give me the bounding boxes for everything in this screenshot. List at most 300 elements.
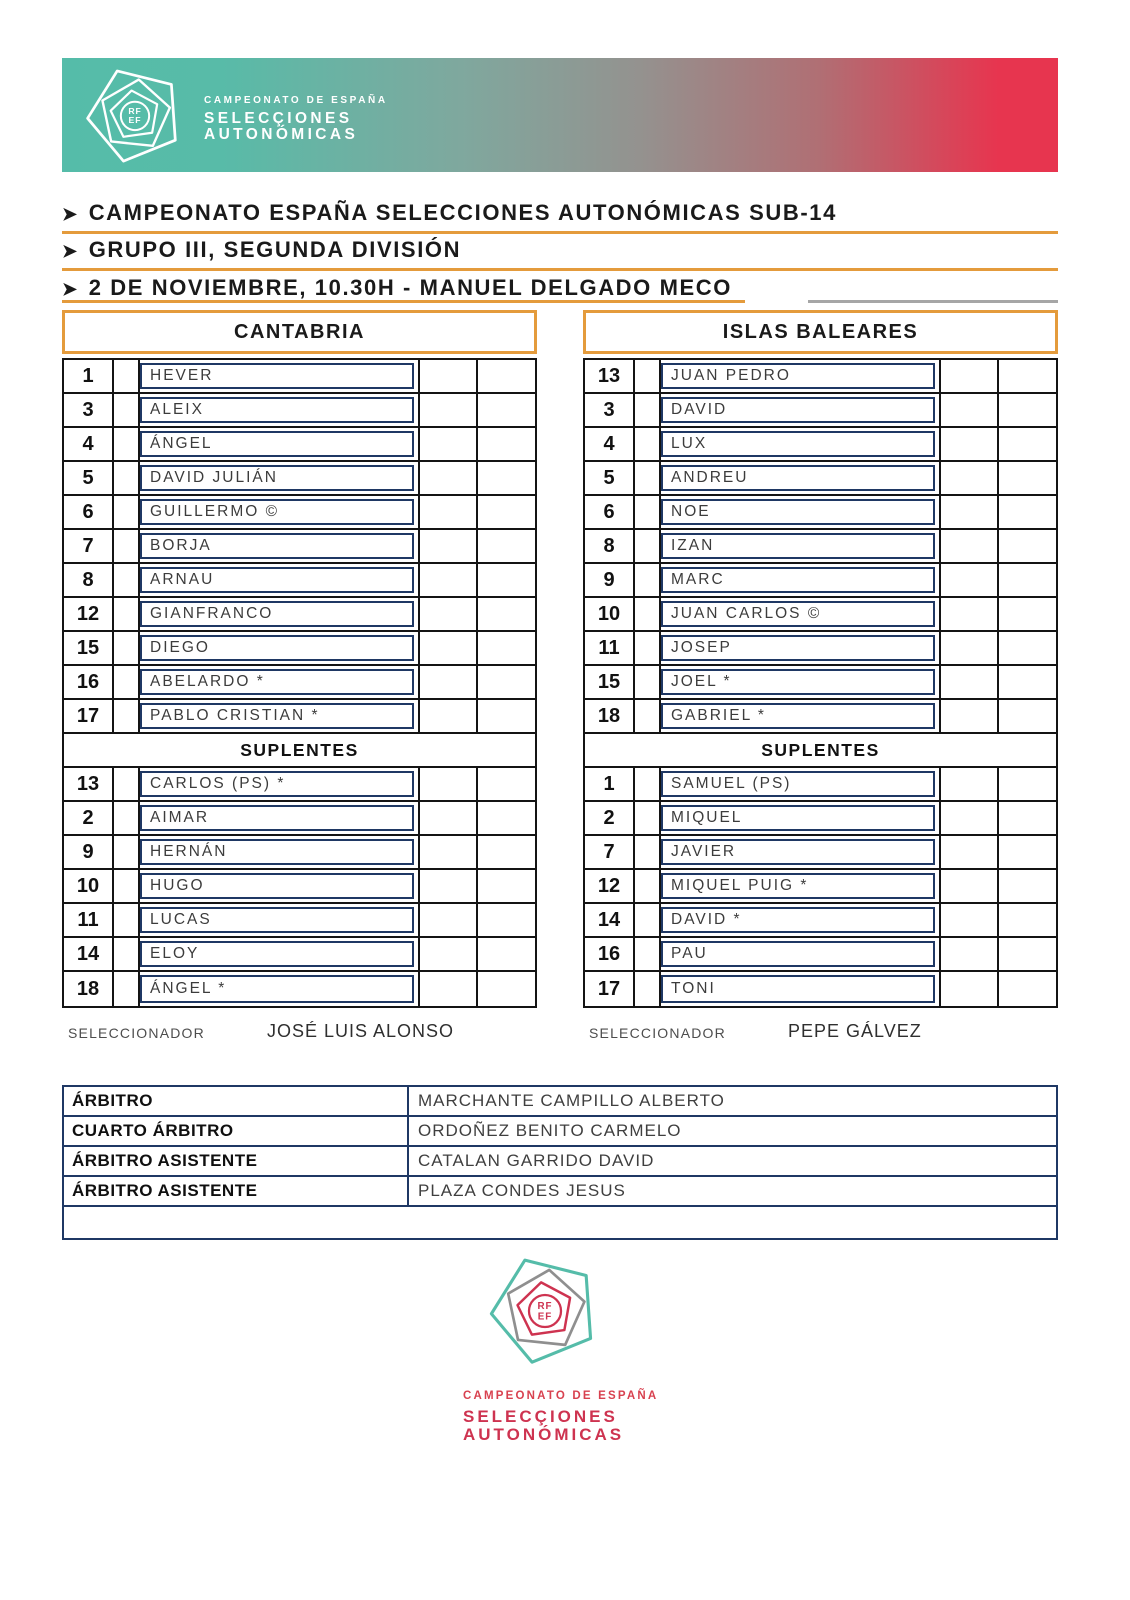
player-number: 6 — [585, 496, 635, 528]
title-group-text: GRUPO III, SEGUNDA DIVISIÓN — [88, 237, 462, 262]
goals-cell — [420, 462, 478, 494]
seleccionador-row-cantabria — [62, 1021, 537, 1045]
player-name-cell — [140, 462, 420, 494]
check-cell — [114, 802, 140, 834]
check-cell — [114, 700, 140, 732]
player-name-cell — [140, 530, 420, 562]
player-row — [64, 462, 535, 496]
player-name-box: HERNÁN — [140, 839, 414, 865]
player-row — [64, 802, 535, 836]
player-name-cell — [140, 632, 420, 664]
check-cell — [114, 360, 140, 392]
player-row — [585, 564, 1056, 598]
goals-cell — [941, 904, 999, 936]
cards-cell — [478, 700, 535, 732]
player-name-cell — [140, 360, 420, 392]
banner-wordmark — [204, 95, 388, 143]
seleccionador-label: SELECCIONADOR — [589, 1025, 726, 1041]
official-role-label: CUARTO ÁRBITRO — [64, 1117, 409, 1145]
player-number: 7 — [585, 836, 635, 868]
player-name-cell — [140, 972, 420, 1006]
team-name-header: ISLAS BALEARES — [583, 310, 1058, 354]
arrow-icon: ➤ — [62, 241, 79, 261]
player-name-box: PABLO CRISTIAN * — [140, 703, 414, 729]
player-number: 14 — [585, 904, 635, 936]
footer-wordmark — [430, 1390, 660, 1444]
cards-cell — [999, 700, 1056, 732]
arrow-icon: ➤ — [62, 204, 79, 224]
cards-cell — [478, 530, 535, 562]
goals-cell — [420, 598, 478, 630]
check-cell — [114, 530, 140, 562]
player-name-box: TONI — [661, 975, 935, 1003]
player-name-box: ARNAU — [140, 567, 414, 593]
check-cell — [114, 836, 140, 868]
seleccionador-label: SELECCIONADOR — [68, 1025, 205, 1041]
player-number: 10 — [64, 870, 114, 902]
player-name-cell — [140, 904, 420, 936]
cards-cell — [478, 428, 535, 460]
player-number: 11 — [585, 632, 635, 664]
cards-cell — [478, 632, 535, 664]
player-name-box: MIQUEL PUIG * — [661, 873, 935, 899]
check-cell — [114, 394, 140, 426]
title-championship-text: CAMPEONATO ESPAÑA SELECCIONES AUTONÓMICAS SUB-14 — [88, 200, 837, 225]
goals-cell — [941, 666, 999, 698]
player-number: 10 — [585, 598, 635, 630]
player-name-box: NOE — [661, 499, 935, 525]
player-name-cell — [661, 394, 941, 426]
official-row — [64, 1177, 1056, 1207]
player-name-cell — [140, 598, 420, 630]
cards-cell — [999, 938, 1056, 970]
player-name-cell — [140, 428, 420, 460]
player-name-box: JUAN PEDRO — [661, 363, 935, 389]
player-number: 1 — [585, 768, 635, 800]
goals-cell — [941, 530, 999, 562]
goals-cell — [420, 564, 478, 596]
cards-cell — [999, 360, 1056, 392]
check-cell — [114, 632, 140, 664]
player-name-cell — [661, 700, 941, 732]
banner-wordmark-line2: AUTONÓMICAS — [204, 126, 359, 143]
cards-cell — [999, 496, 1056, 528]
official-name: CATALAN GARRIDO DAVID — [418, 1151, 655, 1170]
player-number: 16 — [64, 666, 114, 698]
goals-cell — [941, 462, 999, 494]
player-number: 2 — [64, 802, 114, 834]
player-name-box: GUILLERMO © — [140, 499, 414, 525]
player-name-cell — [661, 462, 941, 494]
goals-cell — [941, 972, 999, 1006]
player-number: 4 — [64, 428, 114, 460]
check-cell — [635, 632, 661, 664]
check-cell — [114, 564, 140, 596]
check-cell — [635, 768, 661, 800]
player-name-box: DAVID JULIÁN — [140, 465, 414, 491]
player-name-box: AIMAR — [140, 805, 414, 831]
player-row — [64, 428, 535, 462]
player-number: 18 — [64, 972, 114, 1006]
header-banner — [62, 58, 1058, 172]
cards-cell — [478, 394, 535, 426]
check-cell — [635, 904, 661, 936]
player-name-box: JOEL * — [661, 669, 935, 695]
official-role-label: ÁRBITRO — [64, 1087, 409, 1115]
player-name-box: HUGO — [140, 873, 414, 899]
goals-cell — [420, 972, 478, 1006]
player-number: 17 — [64, 700, 114, 732]
player-row — [585, 938, 1056, 972]
check-cell — [114, 904, 140, 936]
player-row — [585, 836, 1056, 870]
player-name-cell — [140, 394, 420, 426]
svg-text:RF: RF — [537, 1300, 553, 1312]
cards-cell — [999, 666, 1056, 698]
team-table-cantabria — [62, 310, 537, 1008]
goals-cell — [420, 700, 478, 732]
check-cell — [635, 870, 661, 902]
player-row — [64, 564, 535, 598]
footer-wordmark-small: CAMPEONATO DE ESPAÑA — [463, 1390, 659, 1402]
team-table-islas-baleares — [583, 310, 1058, 1008]
check-cell — [635, 428, 661, 460]
player-name-cell — [661, 428, 941, 460]
player-number: 11 — [64, 904, 114, 936]
player-row — [585, 530, 1056, 564]
player-name-cell — [661, 496, 941, 528]
player-row — [64, 394, 535, 428]
check-cell — [114, 972, 140, 1006]
player-name-box: ÁNGEL * — [140, 975, 414, 1003]
player-number: 15 — [585, 666, 635, 698]
official-role-label: ÁRBITRO ASISTENTE — [64, 1177, 409, 1205]
check-cell — [114, 666, 140, 698]
player-number: 12 — [585, 870, 635, 902]
goals-cell — [420, 938, 478, 970]
cards-cell — [478, 836, 535, 868]
official-row — [64, 1117, 1056, 1147]
check-cell — [635, 394, 661, 426]
cards-cell — [478, 768, 535, 800]
cards-cell — [999, 768, 1056, 800]
player-row — [585, 802, 1056, 836]
goals-cell — [941, 938, 999, 970]
svg-text:EF: EF — [128, 115, 142, 126]
player-name-cell — [661, 564, 941, 596]
player-name-cell — [140, 768, 420, 800]
cards-cell — [999, 530, 1056, 562]
banner-wordmark-small: CAMPEONATO DE ESPAÑA — [204, 95, 388, 106]
player-name-cell — [140, 700, 420, 732]
player-row — [64, 632, 535, 666]
player-number: 3 — [64, 394, 114, 426]
cards-cell — [999, 802, 1056, 834]
goals-cell — [941, 768, 999, 800]
player-number: 3 — [585, 394, 635, 426]
player-name-box: GIANFRANCO — [140, 601, 414, 627]
player-number: 9 — [64, 836, 114, 868]
goals-cell — [941, 836, 999, 868]
goals-cell — [420, 802, 478, 834]
cards-cell — [999, 836, 1056, 868]
check-cell — [635, 496, 661, 528]
player-row — [64, 530, 535, 564]
rfef-pentagon-logo-icon — [430, 1250, 660, 1370]
goals-cell — [941, 632, 999, 664]
goals-cell — [420, 870, 478, 902]
check-cell — [635, 462, 661, 494]
cards-cell — [478, 802, 535, 834]
player-number: 5 — [64, 462, 114, 494]
official-name: PLAZA CONDES JESUS — [418, 1181, 626, 1200]
cards-cell — [478, 496, 535, 528]
player-number: 14 — [64, 938, 114, 970]
cards-cell — [478, 360, 535, 392]
player-name-cell — [140, 802, 420, 834]
check-cell — [114, 870, 140, 902]
check-cell — [114, 462, 140, 494]
player-row — [64, 360, 535, 394]
goals-cell — [420, 666, 478, 698]
player-row — [64, 972, 535, 1006]
player-name-cell — [661, 598, 941, 630]
player-name-cell — [661, 972, 941, 1006]
player-row — [64, 938, 535, 972]
check-cell — [635, 836, 661, 868]
player-name-cell — [661, 938, 941, 970]
player-number: 4 — [585, 428, 635, 460]
player-number: 13 — [585, 360, 635, 392]
player-name-box: CARLOS (PS) * — [140, 771, 414, 797]
check-cell — [114, 496, 140, 528]
seleccionador-name: PEPE GÁLVEZ — [788, 1021, 922, 1041]
player-number: 8 — [585, 530, 635, 562]
player-row — [64, 836, 535, 870]
check-cell — [635, 360, 661, 392]
cards-cell — [999, 632, 1056, 664]
player-name-box: MARC — [661, 567, 935, 593]
goals-cell — [420, 904, 478, 936]
check-cell — [635, 802, 661, 834]
arrow-icon: ➤ — [62, 279, 79, 299]
player-row — [585, 870, 1056, 904]
check-cell — [114, 598, 140, 630]
player-name-cell — [661, 870, 941, 902]
player-row — [64, 700, 535, 734]
cards-cell — [999, 904, 1056, 936]
player-name-cell — [140, 666, 420, 698]
cards-cell — [478, 904, 535, 936]
player-name-box: LUCAS — [140, 907, 414, 933]
player-row — [585, 666, 1056, 700]
check-cell — [635, 598, 661, 630]
goals-cell — [941, 700, 999, 732]
goals-cell — [420, 428, 478, 460]
goals-cell — [941, 598, 999, 630]
goals-cell — [420, 530, 478, 562]
player-number: 12 — [64, 598, 114, 630]
player-number: 8 — [64, 564, 114, 596]
officials-table — [62, 1085, 1058, 1240]
cards-cell — [478, 972, 535, 1006]
cards-cell — [478, 870, 535, 902]
player-name-cell — [661, 802, 941, 834]
footer-wordmark-line1: SELECÇIONES — [463, 1407, 618, 1426]
player-number: 13 — [64, 768, 114, 800]
rfef-pentagon-logo-icon — [80, 62, 190, 173]
suplentes-header: SUPLENTES — [585, 734, 1056, 768]
player-row — [64, 870, 535, 904]
svg-text:RF: RF — [128, 106, 142, 117]
official-row — [64, 1147, 1056, 1177]
player-row — [64, 768, 535, 802]
cards-cell — [999, 428, 1056, 460]
player-name-box: ELOY — [140, 941, 414, 967]
goals-cell — [420, 496, 478, 528]
player-name-cell — [661, 530, 941, 562]
roster-cantabria — [62, 358, 537, 1008]
player-row — [585, 972, 1056, 1006]
player-name-cell — [140, 496, 420, 528]
player-name-cell — [661, 836, 941, 868]
player-name-box: JAVIER — [661, 839, 935, 865]
check-cell — [635, 564, 661, 596]
player-name-cell — [140, 870, 420, 902]
player-row — [64, 666, 535, 700]
seleccionador-row-islas-baleares — [583, 1021, 1058, 1045]
cards-cell — [478, 666, 535, 698]
check-cell — [635, 700, 661, 732]
cards-cell — [999, 972, 1056, 1006]
player-name-cell — [140, 836, 420, 868]
player-row — [585, 598, 1056, 632]
player-name-box: DAVID * — [661, 907, 935, 933]
player-name-box: SAMUEL (PS) — [661, 771, 935, 797]
check-cell — [635, 972, 661, 1006]
footer-wordmark-line2: AUTONÓMICAS — [463, 1425, 625, 1444]
check-cell — [635, 530, 661, 562]
player-number: 16 — [585, 938, 635, 970]
goals-cell — [941, 394, 999, 426]
player-name-box: ALEIX — [140, 397, 414, 423]
goals-cell — [420, 836, 478, 868]
cards-cell — [478, 564, 535, 596]
player-number: 5 — [585, 462, 635, 494]
roster-islas-baleares — [583, 358, 1058, 1008]
player-row — [585, 632, 1056, 666]
player-row — [585, 360, 1056, 394]
player-number: 2 — [585, 802, 635, 834]
player-name-box: LUX — [661, 431, 935, 457]
player-name-box: JOSEP — [661, 635, 935, 661]
player-number: 7 — [64, 530, 114, 562]
goals-cell — [941, 564, 999, 596]
goals-cell — [941, 496, 999, 528]
player-name-box: ABELARDO * — [140, 669, 414, 695]
suplentes-header: SUPLENTES — [64, 734, 535, 768]
cards-cell — [478, 462, 535, 494]
cards-cell — [999, 598, 1056, 630]
goals-cell — [941, 360, 999, 392]
banner-wordmark-line1: SELECÇIONES — [204, 110, 353, 127]
player-row — [585, 462, 1056, 496]
check-cell — [114, 428, 140, 460]
cards-cell — [478, 598, 535, 630]
check-cell — [635, 666, 661, 698]
player-row — [585, 768, 1056, 802]
player-name-box: DAVID — [661, 397, 935, 423]
check-cell — [114, 938, 140, 970]
player-name-cell — [661, 632, 941, 664]
player-name-box: HEVER — [140, 363, 414, 389]
player-name-box: DIEGO — [140, 635, 414, 661]
officials-empty-row — [64, 1207, 1056, 1238]
player-name-cell — [140, 564, 420, 596]
goals-cell — [941, 802, 999, 834]
goals-cell — [941, 428, 999, 460]
svg-text:EF: EF — [537, 1311, 553, 1323]
player-row — [585, 394, 1056, 428]
player-number: 9 — [585, 564, 635, 596]
check-cell — [635, 938, 661, 970]
player-number: 1 — [64, 360, 114, 392]
player-name-box: ÁNGEL — [140, 431, 414, 457]
player-number: 6 — [64, 496, 114, 528]
title-championship — [62, 200, 1058, 234]
player-number: 15 — [64, 632, 114, 664]
player-number: 18 — [585, 700, 635, 732]
player-name-cell — [140, 938, 420, 970]
divider-orange — [62, 300, 745, 303]
player-name-box: MIQUEL — [661, 805, 935, 831]
official-name: MARCHANTE CAMPILLO ALBERTO — [418, 1091, 725, 1110]
team-name-header: CANTABRIA — [62, 310, 537, 354]
player-row — [585, 904, 1056, 938]
player-row — [585, 700, 1056, 734]
cards-cell — [999, 394, 1056, 426]
player-row — [64, 904, 535, 938]
divider-gray — [808, 300, 1058, 303]
footer-logo-block — [430, 1250, 660, 1444]
goals-cell — [420, 360, 478, 392]
player-name-cell — [661, 768, 941, 800]
goals-cell — [420, 768, 478, 800]
title-group — [62, 237, 1058, 271]
player-name-box: IZAN — [661, 533, 935, 559]
cards-cell — [478, 938, 535, 970]
seleccionador-name: JOSÉ LUIS ALONSO — [267, 1021, 455, 1041]
player-name-box: PAU — [661, 941, 935, 967]
player-row — [64, 496, 535, 530]
cards-cell — [999, 462, 1056, 494]
check-cell — [114, 768, 140, 800]
player-name-box: GABRIEL * — [661, 703, 935, 729]
official-row — [64, 1087, 1056, 1117]
player-number: 17 — [585, 972, 635, 1006]
goals-cell — [420, 394, 478, 426]
player-row — [585, 428, 1056, 462]
player-name-box: ANDREU — [661, 465, 935, 491]
player-name-cell — [661, 666, 941, 698]
player-name-cell — [661, 360, 941, 392]
goals-cell — [941, 870, 999, 902]
official-name: ORDOÑEZ BENITO CARMELO — [418, 1121, 682, 1140]
cards-cell — [999, 564, 1056, 596]
player-row — [585, 496, 1056, 530]
goals-cell — [420, 632, 478, 664]
cards-cell — [999, 870, 1056, 902]
